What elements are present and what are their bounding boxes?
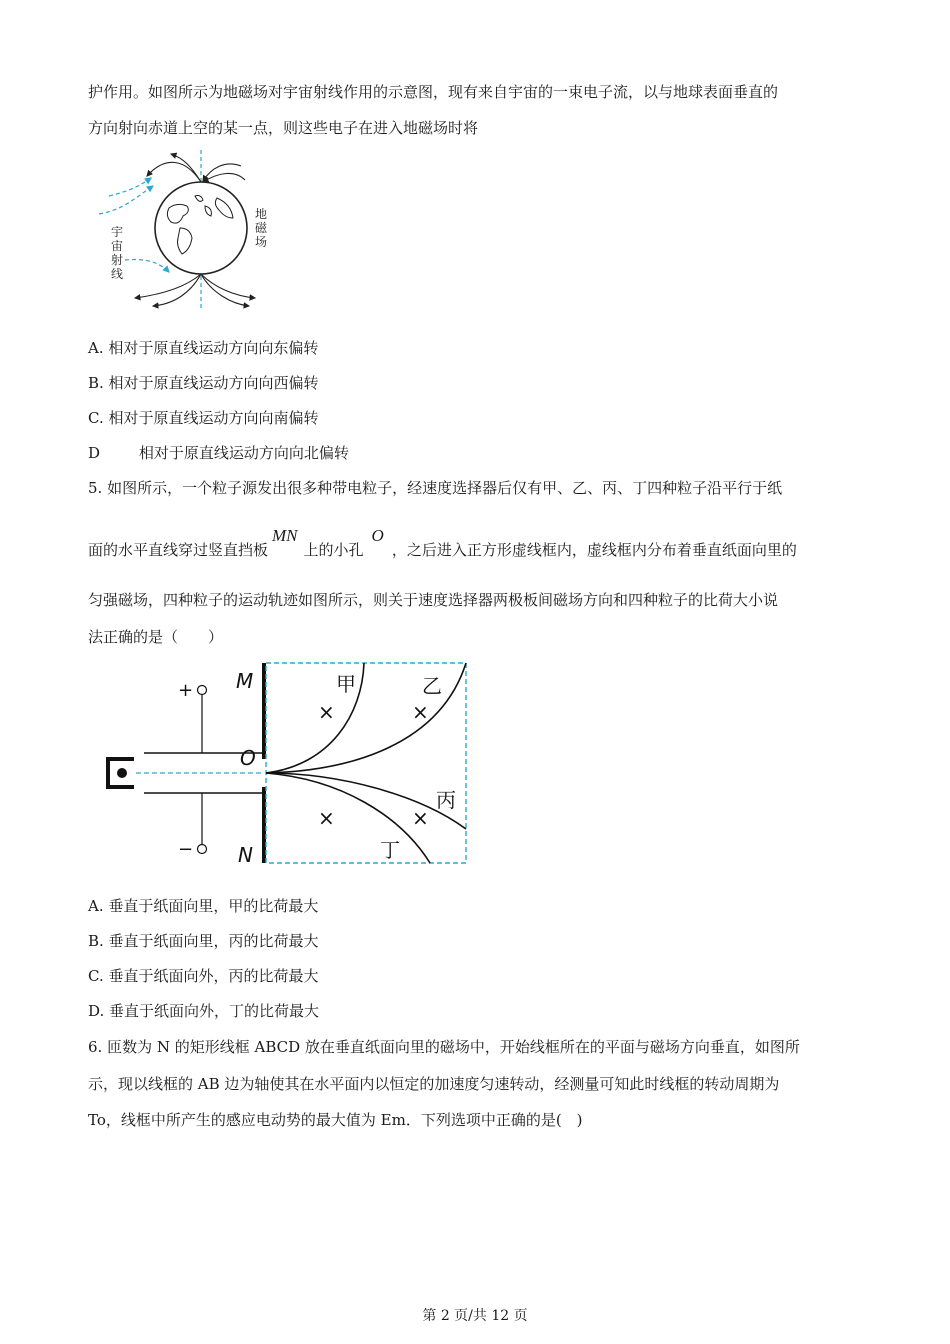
q5-line-1: 5. 如图所示，一个粒子源发出很多种带电粒子，经速度选择器后仅有甲、乙、丙、丁四种粒子沿平行于纸 bbox=[88, 479, 783, 497]
field-cross-1: × bbox=[318, 700, 335, 724]
q4-intro-line-2: 方向射向赤道上空的某一点，则这些电子在进入地磁场时将 bbox=[88, 119, 479, 137]
q5-o-symbol: O bbox=[371, 526, 384, 545]
q5-option-d: D. 垂直于纸面向外，丁的比荷最大 bbox=[88, 1002, 320, 1020]
q5-line-2b: 上的小孔 bbox=[303, 541, 364, 559]
label-cosmic-ray-2: 宙 bbox=[111, 239, 124, 253]
field-cross-4: × bbox=[412, 806, 429, 830]
q5-option-b: B. 垂直于纸面向里，丙的比荷最大 bbox=[88, 932, 319, 950]
label-geomagnetic-2: 磁 bbox=[255, 221, 268, 235]
q5-option-a: A. 垂直于纸面向里，甲的比荷最大 bbox=[88, 897, 319, 915]
q4-intro-line-1: 护作用。如图所示为地磁场对宇宙射线作用的示意图，现有来自宇宙的一束电子流，以与地球表面垂直的 bbox=[88, 83, 779, 101]
label-geomagnetic-3: 场 bbox=[255, 235, 268, 249]
q6-line-1: 6. 匝数为 N 的矩形线框 ABCD 放在垂直纸面向里的磁场中，开始线框所在的平面与磁场方向垂直，如图所 bbox=[88, 1038, 800, 1056]
q5-line-2 bbox=[88, 526, 797, 560]
q4-option-a: A. 相对于原直线运动方向向东偏转 bbox=[88, 339, 319, 357]
q5-mn-symbol: MN bbox=[272, 526, 298, 545]
label-cosmic-ray-3: 射 bbox=[111, 253, 124, 267]
velocity-selector-figure bbox=[100, 655, 475, 870]
label-jia: 甲 bbox=[336, 672, 356, 696]
q4-option-d-letter: D bbox=[88, 444, 101, 462]
q5-option-c: C. 垂直于纸面向外，丙的比荷最大 bbox=[88, 967, 319, 985]
field-cross-2: × bbox=[412, 700, 429, 724]
plus-sign: + bbox=[178, 680, 194, 701]
minus-sign: − bbox=[178, 839, 194, 860]
earth-icon bbox=[155, 182, 247, 274]
label-yi: 乙 bbox=[422, 674, 442, 698]
label-bing: 丙 bbox=[436, 788, 456, 812]
label-n: N bbox=[238, 843, 253, 867]
q5-line-2a: 面的水平直线穿过竖直挡板 bbox=[88, 541, 269, 559]
q4-option-c: C. 相对于原直线运动方向向南偏转 bbox=[88, 409, 319, 427]
label-cosmic-ray-4: 线 bbox=[111, 267, 124, 281]
q6-line-3: To，线框中所产生的感应电动势的最大值为 Em．下列选项中正确的是( ) bbox=[88, 1111, 583, 1129]
label-cosmic-ray-1: 宇 bbox=[111, 225, 124, 239]
q5-line-2c: ，之后进入正方形虚线框内，虚线框内分布着垂直纸面向里的 bbox=[391, 541, 797, 559]
geomagnetic-figure bbox=[95, 148, 268, 313]
q4-option-b: B. 相对于原直线运动方向向西偏转 bbox=[88, 374, 319, 392]
label-ding: 丁 bbox=[380, 838, 400, 862]
q4-option-d-text: 相对于原直线运动方向向北偏转 bbox=[138, 444, 349, 462]
label-o: O bbox=[240, 746, 256, 770]
trajectory-ding bbox=[266, 773, 430, 863]
q6-line-2: 示，现以线框的 AB 边为轴使其在水平面内以恒定的加速度匀速转动，经测量可知此时线框的转动周期为 bbox=[88, 1075, 780, 1093]
page-number-footer: 第 2 页/共 12 页 bbox=[422, 1308, 528, 1324]
q5-line-3: 匀强磁场，四种粒子的运动轨迹如图所示，则关于速度选择器两极板间磁场方向和四种粒子的比荷大小说 bbox=[88, 591, 779, 609]
q4-option-d bbox=[88, 443, 349, 463]
q5-line-4: 法正确的是（ ） bbox=[88, 628, 224, 646]
field-cross-3: × bbox=[318, 806, 335, 830]
label-m: M bbox=[236, 669, 254, 693]
label-geomagnetic-1: 地 bbox=[255, 207, 268, 221]
